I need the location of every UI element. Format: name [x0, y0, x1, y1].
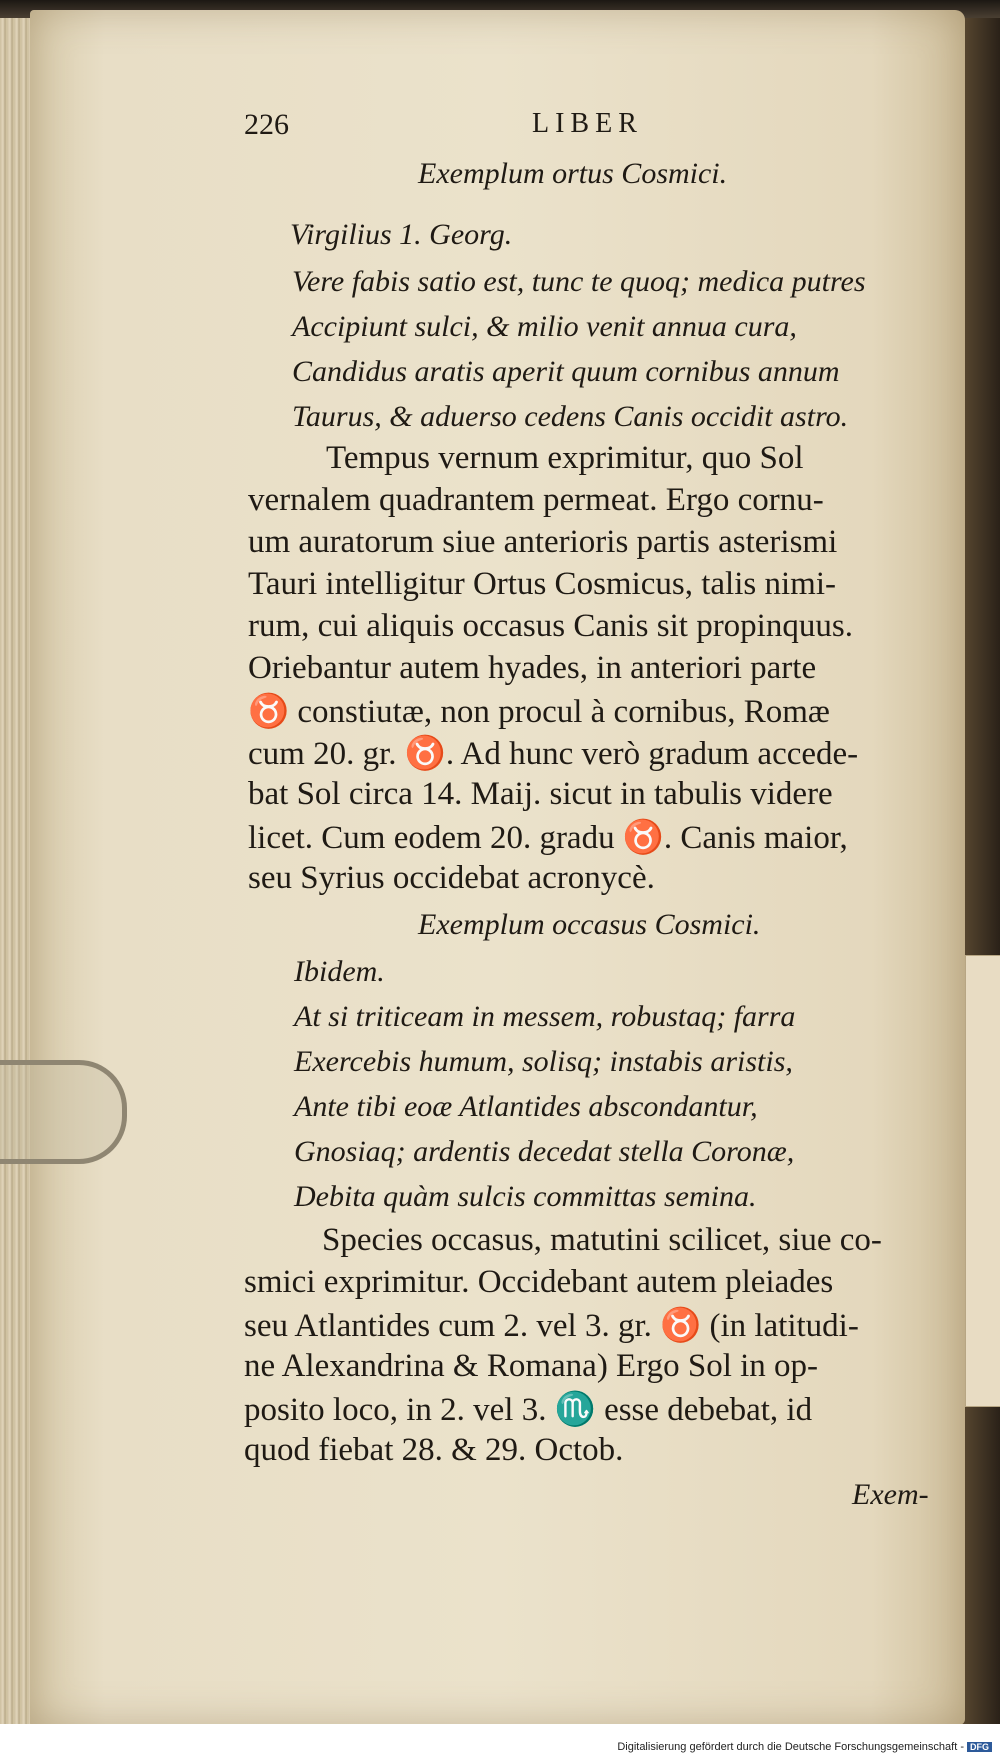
verse-line: Accipiunt sulci, & milio venit annua cura,: [292, 310, 797, 343]
section-heading-ortus: Exemplum ortus Cosmici.: [418, 157, 728, 190]
dfg-logo: DFG: [967, 1742, 992, 1752]
verse-line: Vere fabis satio est, tunc te quoq; medica putres: [292, 265, 866, 298]
verse-line: Ante tibi eoæ Atlantides abscondantur,: [294, 1090, 758, 1123]
prose-line: licet. Cum eodem 20. gradu ♉. Canis maior,: [248, 820, 848, 856]
page-number: 226: [244, 108, 289, 141]
running-head: LIBER: [532, 108, 643, 139]
background-right: [960, 0, 1000, 1758]
verse-line: Debita quàm sulcis committas semina.: [294, 1180, 757, 1213]
prose-line: cum 20. gr. ♉. Ad hunc verò gradum accede-: [248, 736, 859, 772]
prose-line: quod fiebat 28. & 29. Octob.: [244, 1432, 624, 1468]
digitization-credit: [617, 1741, 992, 1753]
credit-text: Digitalisierung gefördert durch die Deutsche Forschungsgemeinschaft -: [617, 1741, 964, 1753]
prose-line: bat Sol circa 14. Maij. sicut in tabulis videre: [248, 776, 833, 812]
verse-line: Candidus aratis aperit quum cornibus annum: [292, 355, 840, 388]
verse-source: Ibidem.: [294, 955, 385, 988]
verse-line: Taurus, & aduerso cedens Canis occidit astro.: [292, 400, 849, 433]
verse-line: Exercebis humum, solisq; instabis aristis,: [294, 1045, 793, 1078]
prose-line: vernalem quadrantem permeat. Ergo cornu-: [248, 482, 824, 518]
prose-line: ♉ constiutæ, non procul à cornibus, Romæ: [248, 694, 830, 730]
paper-clip: [0, 1060, 127, 1164]
prose-line: Species occasus, matutini scilicet, siue co-: [322, 1222, 882, 1258]
prose-line: Tempus vernum exprimitur, quo Sol: [326, 440, 804, 476]
prose-line: rum, cui aliquis occasus Canis sit propinquus.: [248, 608, 853, 644]
prose-line: seu Atlantides cum 2. vel 3. gr. ♉ (in latitudi-: [244, 1308, 859, 1344]
verse-line: At si triticeam in messem, robustaq; farra: [294, 1000, 796, 1033]
prose-line: um auratorum siue anterioris partis asterismi: [248, 524, 838, 560]
prose-line: Oriebantur autem hyades, in anteriori parte: [248, 650, 817, 686]
section-heading-occasus: Exemplum occasus Cosmici.: [418, 908, 761, 941]
verse-source: Virgilius 1. Georg.: [290, 218, 513, 251]
prose-line: seu Syrius occidebat acronycè.: [248, 860, 655, 896]
prose-line: smici exprimitur. Occidebant autem pleiades: [244, 1264, 834, 1300]
prose-line: Tauri intelligitur Ortus Cosmicus, talis nimi-: [248, 566, 836, 602]
page-marker-tab: [965, 955, 1000, 1407]
verse-line: Gnosiaq; ardentis decedat stella Coronæ,: [294, 1135, 795, 1168]
catchword: Exem-: [852, 1478, 929, 1511]
prose-line: posito loco, in 2. vel 3. ♏ esse debebat, id: [244, 1392, 813, 1428]
prose-line: ne Alexandrina & Romana) Ergo Sol in op-: [244, 1348, 819, 1384]
